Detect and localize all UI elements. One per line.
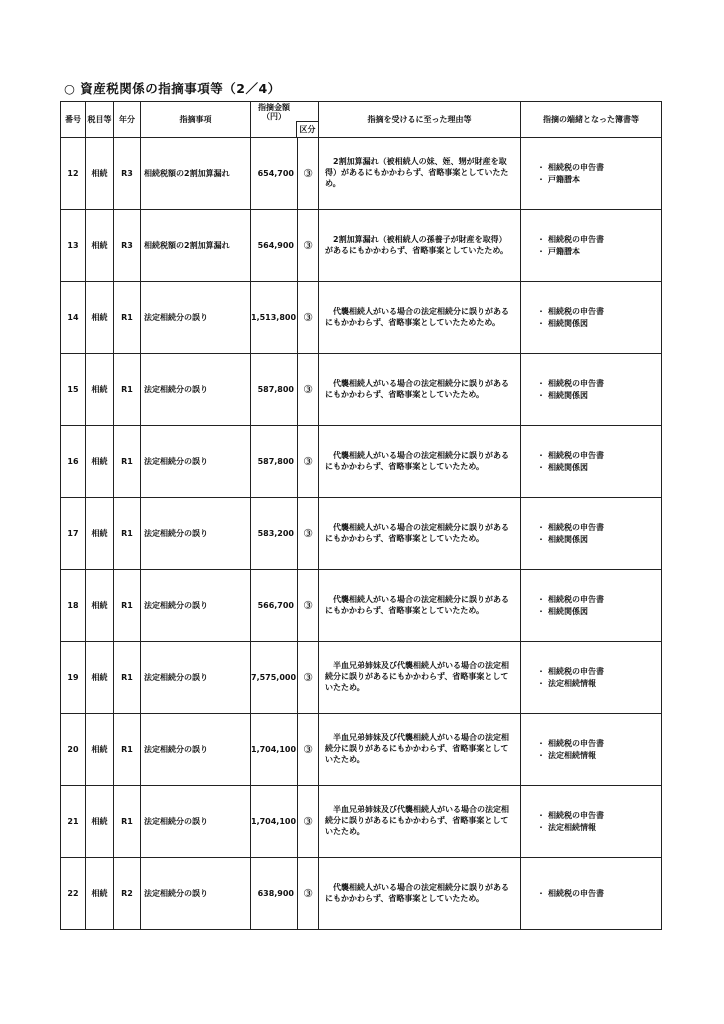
row-reason: 半血兄弟姉妹及び代襲相続人がいる場合の法定相続分に誤りがあるにもかかわらず、省略事案としていたため。	[319, 714, 521, 786]
row-number: 21	[61, 786, 86, 858]
row-category: ③	[298, 210, 319, 282]
table-row	[61, 498, 662, 570]
row-documents	[521, 354, 662, 426]
row-year: R1	[114, 642, 141, 714]
document-item: ・ 戸籍謄本	[537, 174, 661, 185]
row-finding: 法定相続分の誤り	[141, 858, 251, 930]
row-year: R3	[114, 210, 141, 282]
row-reason: 2割加算漏れ（被相続人の孫養子が財産を取得）があるにもかかわらず、省略事案としていたため。	[319, 210, 521, 282]
table-row	[61, 714, 662, 786]
row-year: R1	[114, 570, 141, 642]
row-amount: 1,704,100	[251, 786, 298, 858]
row-category: ③	[298, 642, 319, 714]
row-number: 16	[61, 426, 86, 498]
row-finding: 法定相続分の誤り	[141, 786, 251, 858]
row-amount: 587,800	[251, 354, 298, 426]
row-year: R3	[114, 138, 141, 210]
row-number: 19	[61, 642, 86, 714]
row-tax-item: 相続	[86, 282, 114, 354]
row-documents	[521, 570, 662, 642]
document-item: ・ 相続税の申告書	[537, 378, 661, 389]
findings-table	[60, 101, 662, 930]
row-category: ③	[298, 426, 319, 498]
row-number: 17	[61, 498, 86, 570]
row-number: 15	[61, 354, 86, 426]
row-tax-item: 相続	[86, 642, 114, 714]
row-number: 14	[61, 282, 86, 354]
row-tax-item: 相続	[86, 354, 114, 426]
row-category: ③	[298, 714, 319, 786]
row-reason: 代襲相続人がいる場合の法定相続分に誤りがあるにもかかわらず、省略事案としていたため。	[319, 354, 521, 426]
row-tax-item: 相続	[86, 210, 114, 282]
row-reason: 半血兄弟姉妹及び代襲相続人がいる場合の法定相続分に誤りがあるにもかかわらず、省略事案としていたため。	[319, 786, 521, 858]
header-amount-label: 指摘金額	[258, 102, 290, 112]
document-item: ・ 相続関係図	[537, 318, 661, 329]
row-finding: 法定相続分の誤り	[141, 642, 251, 714]
row-documents	[521, 282, 662, 354]
row-documents	[521, 498, 662, 570]
header-row	[61, 102, 662, 138]
row-category: ③	[298, 138, 319, 210]
row-year: R1	[114, 786, 141, 858]
row-year: R1	[114, 282, 141, 354]
table-row	[61, 426, 662, 498]
row-reason: 半血兄弟姉妹及び代襲相続人がいる場合の法定相続分に誤りがあるにもかかわらず、省略事案としていたため。	[319, 642, 521, 714]
row-amount: 654,700	[251, 138, 298, 210]
document-item: ・ 相続関係図	[537, 390, 661, 401]
row-amount: 566,700	[251, 570, 298, 642]
row-amount: 564,900	[251, 210, 298, 282]
row-category: ③	[298, 570, 319, 642]
row-number: 18	[61, 570, 86, 642]
header-tax-item: 税目等	[86, 102, 114, 138]
row-documents	[521, 714, 662, 786]
row-documents	[521, 642, 662, 714]
document-item: ・ 戸籍謄本	[537, 246, 661, 257]
document-item: ・ 法定相続情報	[537, 678, 661, 689]
row-amount: 1,704,100	[251, 714, 298, 786]
table-row	[61, 282, 662, 354]
document-item: ・ 相続税の申告書	[537, 306, 661, 317]
row-reason: 2割加算漏れ（被相続人の妹、姪、甥が財産を取得）があるにもかかわらず、省略事案としていたため。	[319, 138, 521, 210]
document-item: ・ 相続税の申告書	[537, 666, 661, 677]
page-title: ○ 資産税関係の指摘事項等（2／4）	[64, 81, 281, 96]
header-documents: 指摘の端緒となった簿書等	[521, 102, 662, 138]
row-reason: 代襲相続人がいる場合の法定相続分に誤りがあるにもかかわらず、省略事案としていたため。	[319, 570, 521, 642]
row-tax-item: 相続	[86, 138, 114, 210]
row-tax-item: 相続	[86, 714, 114, 786]
row-amount: 638,900	[251, 858, 298, 930]
header-number: 番号	[61, 102, 86, 138]
table-row	[61, 354, 662, 426]
row-finding: 法定相続分の誤り	[141, 570, 251, 642]
document-item: ・ 相続税の申告書	[537, 234, 661, 245]
header-category: 区分	[296, 121, 318, 137]
document-item: ・ 相続税の申告書	[537, 594, 661, 605]
table-row	[61, 642, 662, 714]
row-amount: 1,513,800	[251, 282, 298, 354]
row-amount: 583,200	[251, 498, 298, 570]
row-number: 20	[61, 714, 86, 786]
row-reason: 代襲相続人がいる場合の法定相続分に誤りがあるにもかかわらず、省略事案としていたため。	[319, 858, 521, 930]
row-tax-item: 相続	[86, 426, 114, 498]
document-item: ・ 法定相続情報	[537, 750, 661, 761]
table-row	[61, 858, 662, 930]
document-item: ・ 相続税の申告書	[537, 888, 661, 899]
document-item: ・ 相続関係図	[537, 606, 661, 617]
row-category: ③	[298, 786, 319, 858]
row-year: R1	[114, 714, 141, 786]
document-item: ・ 相続税の申告書	[537, 522, 661, 533]
row-number: 22	[61, 858, 86, 930]
row-finding: 法定相続分の誤り	[141, 282, 251, 354]
document-item: ・ 相続税の申告書	[537, 450, 661, 461]
row-finding: 法定相続分の誤り	[141, 498, 251, 570]
row-tax-item: 相続	[86, 858, 114, 930]
row-documents	[521, 210, 662, 282]
document-item: ・ 相続税の申告書	[537, 810, 661, 821]
row-documents	[521, 786, 662, 858]
header-finding: 指摘事項	[141, 102, 251, 138]
document-item: ・ 相続税の申告書	[537, 162, 661, 173]
row-category: ③	[298, 282, 319, 354]
row-year: R1	[114, 354, 141, 426]
row-category: ③	[298, 498, 319, 570]
row-documents	[521, 858, 662, 930]
document-item: ・ 相続税の申告書	[537, 738, 661, 749]
header-year: 年分	[114, 102, 141, 138]
row-finding: 法定相続分の誤り	[141, 714, 251, 786]
row-reason: 代襲相続人がいる場合の法定相続分に誤りがあるにもかかわらず、省略事案としていたため。	[319, 498, 521, 570]
row-year: R1	[114, 498, 141, 570]
table-row	[61, 138, 662, 210]
row-year: R2	[114, 858, 141, 930]
row-year: R1	[114, 426, 141, 498]
row-finding: 相続税額の2割加算漏れ	[141, 210, 251, 282]
header-amount-unit: （円）	[262, 112, 286, 121]
row-documents	[521, 138, 662, 210]
row-finding: 相続税額の2割加算漏れ	[141, 138, 251, 210]
row-tax-item: 相続	[86, 786, 114, 858]
row-number: 12	[61, 138, 86, 210]
row-category: ③	[298, 354, 319, 426]
document-item: ・ 相続関係図	[537, 534, 661, 545]
row-documents	[521, 426, 662, 498]
row-tax-item: 相続	[86, 570, 114, 642]
table-row	[61, 786, 662, 858]
header-reason: 指摘を受けるに至った理由等	[319, 102, 521, 138]
row-reason: 代襲相続人がいる場合の法定相続分に誤りがあるにもかかわらず、省略事案としていたため。	[319, 426, 521, 498]
row-finding: 法定相続分の誤り	[141, 426, 251, 498]
table-row	[61, 570, 662, 642]
row-finding: 法定相続分の誤り	[141, 354, 251, 426]
row-amount: 587,800	[251, 426, 298, 498]
row-category: ③	[298, 858, 319, 930]
row-tax-item: 相続	[86, 498, 114, 570]
row-amount: 7,575,000	[251, 642, 298, 714]
row-reason: 代襲相続人がいる場合の法定相続分に誤りがあるにもかかわらず、省略事案としていたためため。	[319, 282, 521, 354]
header-amount-category	[251, 102, 319, 138]
document-item: ・ 相続関係図	[537, 462, 661, 473]
document-item: ・ 法定相続情報	[537, 822, 661, 833]
row-number: 13	[61, 210, 86, 282]
table-row	[61, 210, 662, 282]
